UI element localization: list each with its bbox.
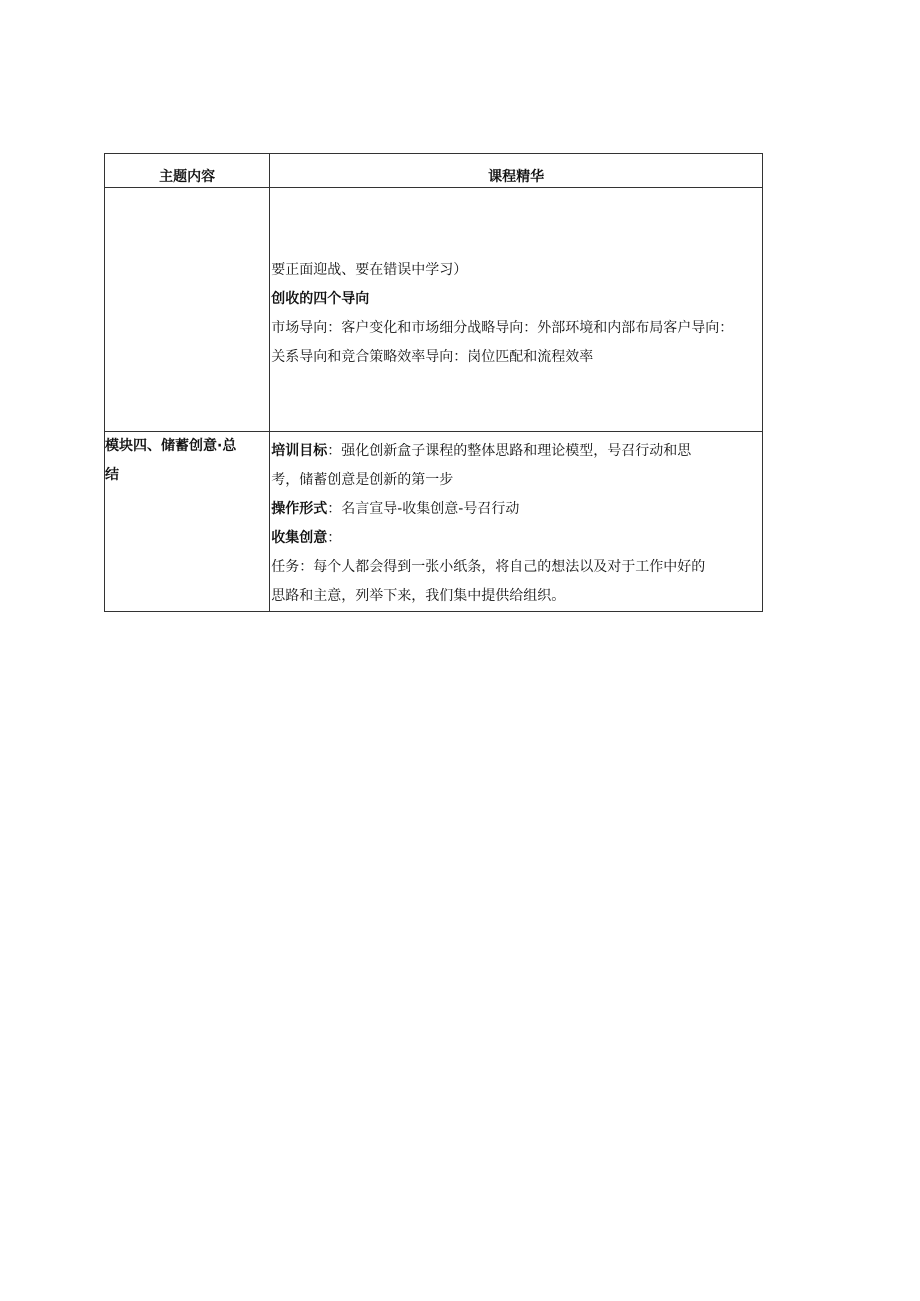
goal-line — [270, 437, 762, 466]
table-row — [105, 188, 763, 432]
content-cell — [270, 432, 763, 612]
table-header-row — [105, 154, 763, 188]
table-row — [105, 432, 763, 612]
topic-line: 模块四、储蓄创意·总 — [105, 438, 237, 454]
header-topic: 主题内容 — [105, 154, 270, 188]
content-cell — [270, 188, 763, 432]
topic-cell — [105, 432, 270, 612]
task-line: 思路和主意，列举下来，我们集中提供给组织。 — [271, 588, 566, 604]
task-line: 任务：每个人都会得到一张小纸条，将自己的想法以及对于工作中好的 — [271, 559, 706, 575]
content-line: 关系导向和竞合策略效率导向：岗位匹配和流程效率 — [271, 349, 594, 365]
collect-label: 收集创意 — [271, 530, 328, 546]
content-line: 要正面迎战、要在错误中学习） — [271, 262, 468, 278]
form-text: ：名言宣导-收集创意-号召行动 — [327, 501, 520, 517]
form-line — [270, 495, 762, 524]
content-line: 市场导向：客户变化和市场细分战略导向：外部环境和内部布局客户导向： — [271, 320, 734, 336]
goal-line-2: 考，储蓄创意是创新的第一步 — [271, 472, 454, 488]
goal-label: 培训目标 — [271, 443, 328, 459]
collect-line — [270, 524, 762, 553]
course-table — [104, 153, 763, 612]
form-label: 操作形式 — [271, 501, 328, 517]
collect-text: ： — [327, 530, 342, 546]
topic-line: 结 — [105, 467, 119, 483]
goal-text: ：强化创新盒子课程的整体思路和理论模型，号召行动和思 — [327, 443, 692, 459]
content-heading: 创收的四个导向 — [271, 291, 370, 307]
topic-cell-empty — [105, 188, 270, 432]
header-content: 课程精华 — [270, 154, 763, 188]
